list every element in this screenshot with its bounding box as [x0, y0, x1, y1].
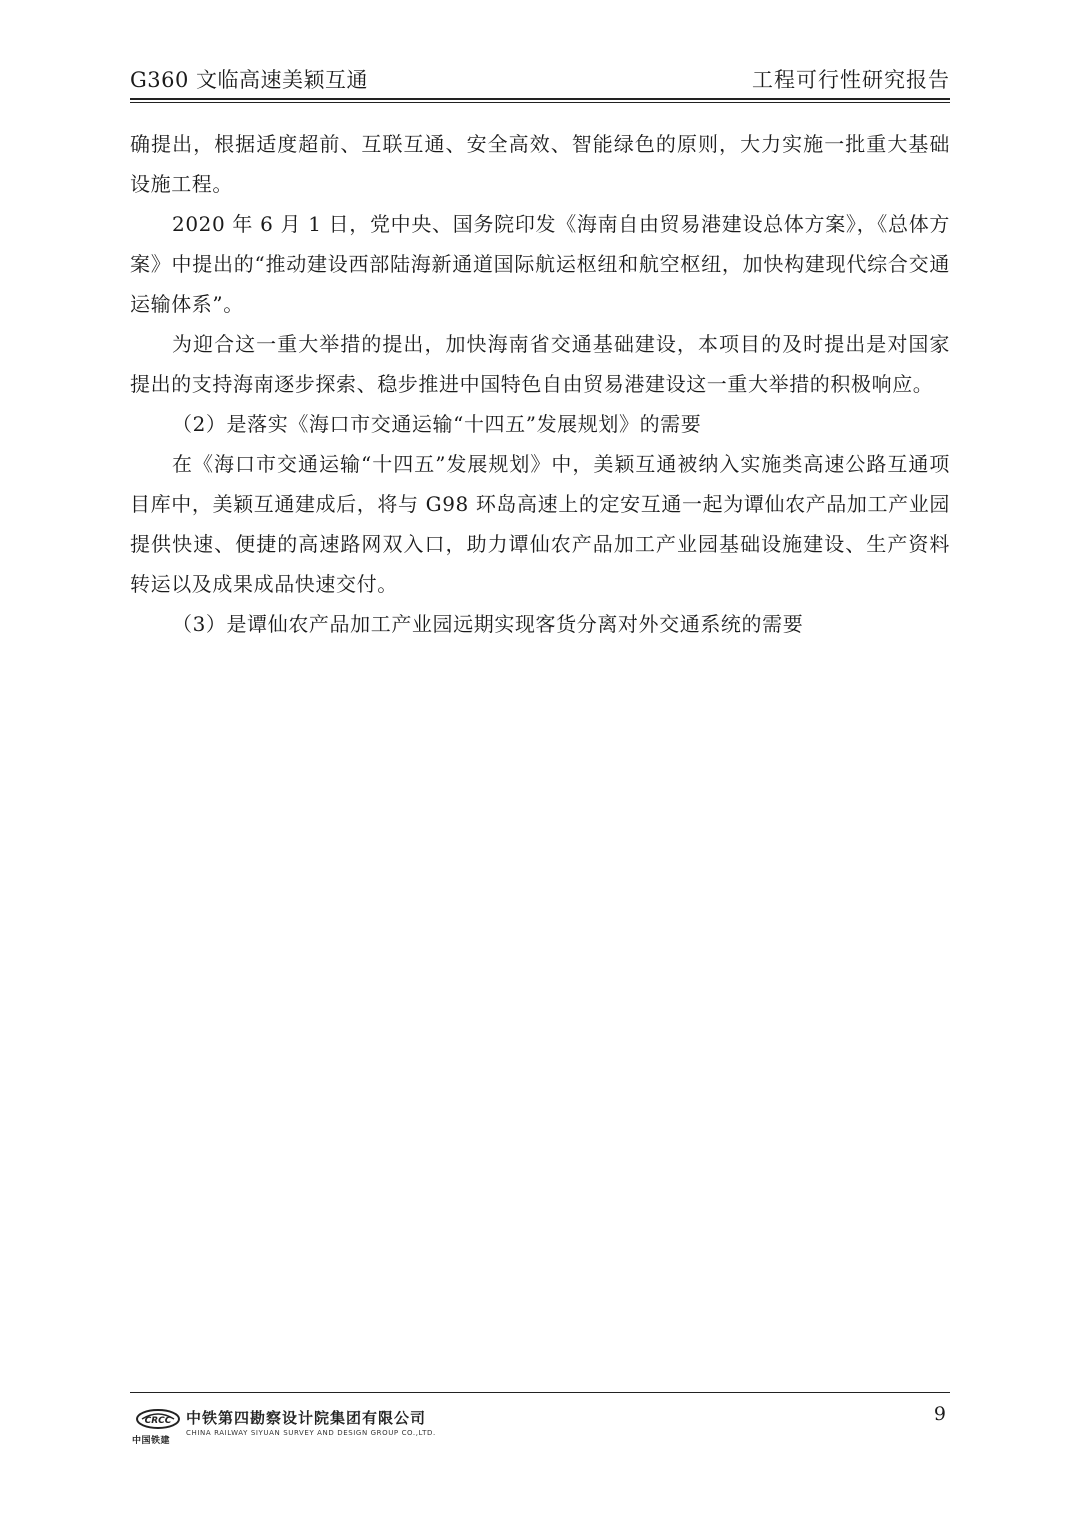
header-divider	[130, 102, 950, 103]
svg-text:CRCC: CRCC	[144, 1416, 172, 1426]
header-report-title: 工程可行性研究报告	[752, 68, 950, 92]
section-heading-3: （3）是谭仙农产品加工产业园远期实现客货分离对外交通系统的需要	[172, 612, 804, 636]
header-project-title: G360 文临高速美颖互通	[130, 68, 369, 92]
page-header	[130, 58, 950, 100]
paragraph-haikou-plan: 在《海口市交通运输“十四五”发展规划》中，美颖互通被纳入实施类高速公路互通项目库中，美颖互通建成后，将与 G98 环岛高速上的定安互通一起为谭仙农产品加工产业园提供快速、便捷的高速路网双入口，助力谭仙农产品加工产业园基础设施建设、生产资料转运以及成果成品快速交付。	[130, 452, 950, 596]
logo-caption: 中国铁建	[132, 1436, 171, 1446]
paragraph-continuation: 确提出，根据适度超前、互联互通、安全高效、智能绿色的原则，大力实施一批重大基础设施工程。	[130, 132, 950, 196]
page-number: 9	[933, 1403, 946, 1425]
section-heading-2: （2）是落实《海口市交通运输“十四五”发展规划》的需要	[172, 412, 702, 436]
page-body	[130, 124, 950, 644]
paragraph-policy-2020: 2020 年 6 月 1 日，党中央、国务院印发《海南自由贸易港建设总体方案》，《总体方案》中提出的“推动建设西部陆海新通道国际航运枢纽和航空枢纽，加快构建现代综合交通运输体系”。	[130, 212, 950, 316]
company-name-en: CHINA RAILWAY SIYUAN SURVEY AND DESIGN GROUP CO.,LTD.	[186, 1429, 436, 1437]
company-name-cn: 中铁第四勘察设计院集团有限公司	[186, 1409, 427, 1427]
paragraph-response: 为迎合这一重大举措的提出，加快海南省交通基础建设，本项目的及时提出是对国家提出的支持海南逐步探索、稳步推进中国特色自由贸易港建设这一重大举措的积极响应。	[130, 332, 950, 396]
page-footer	[130, 1392, 950, 1453]
